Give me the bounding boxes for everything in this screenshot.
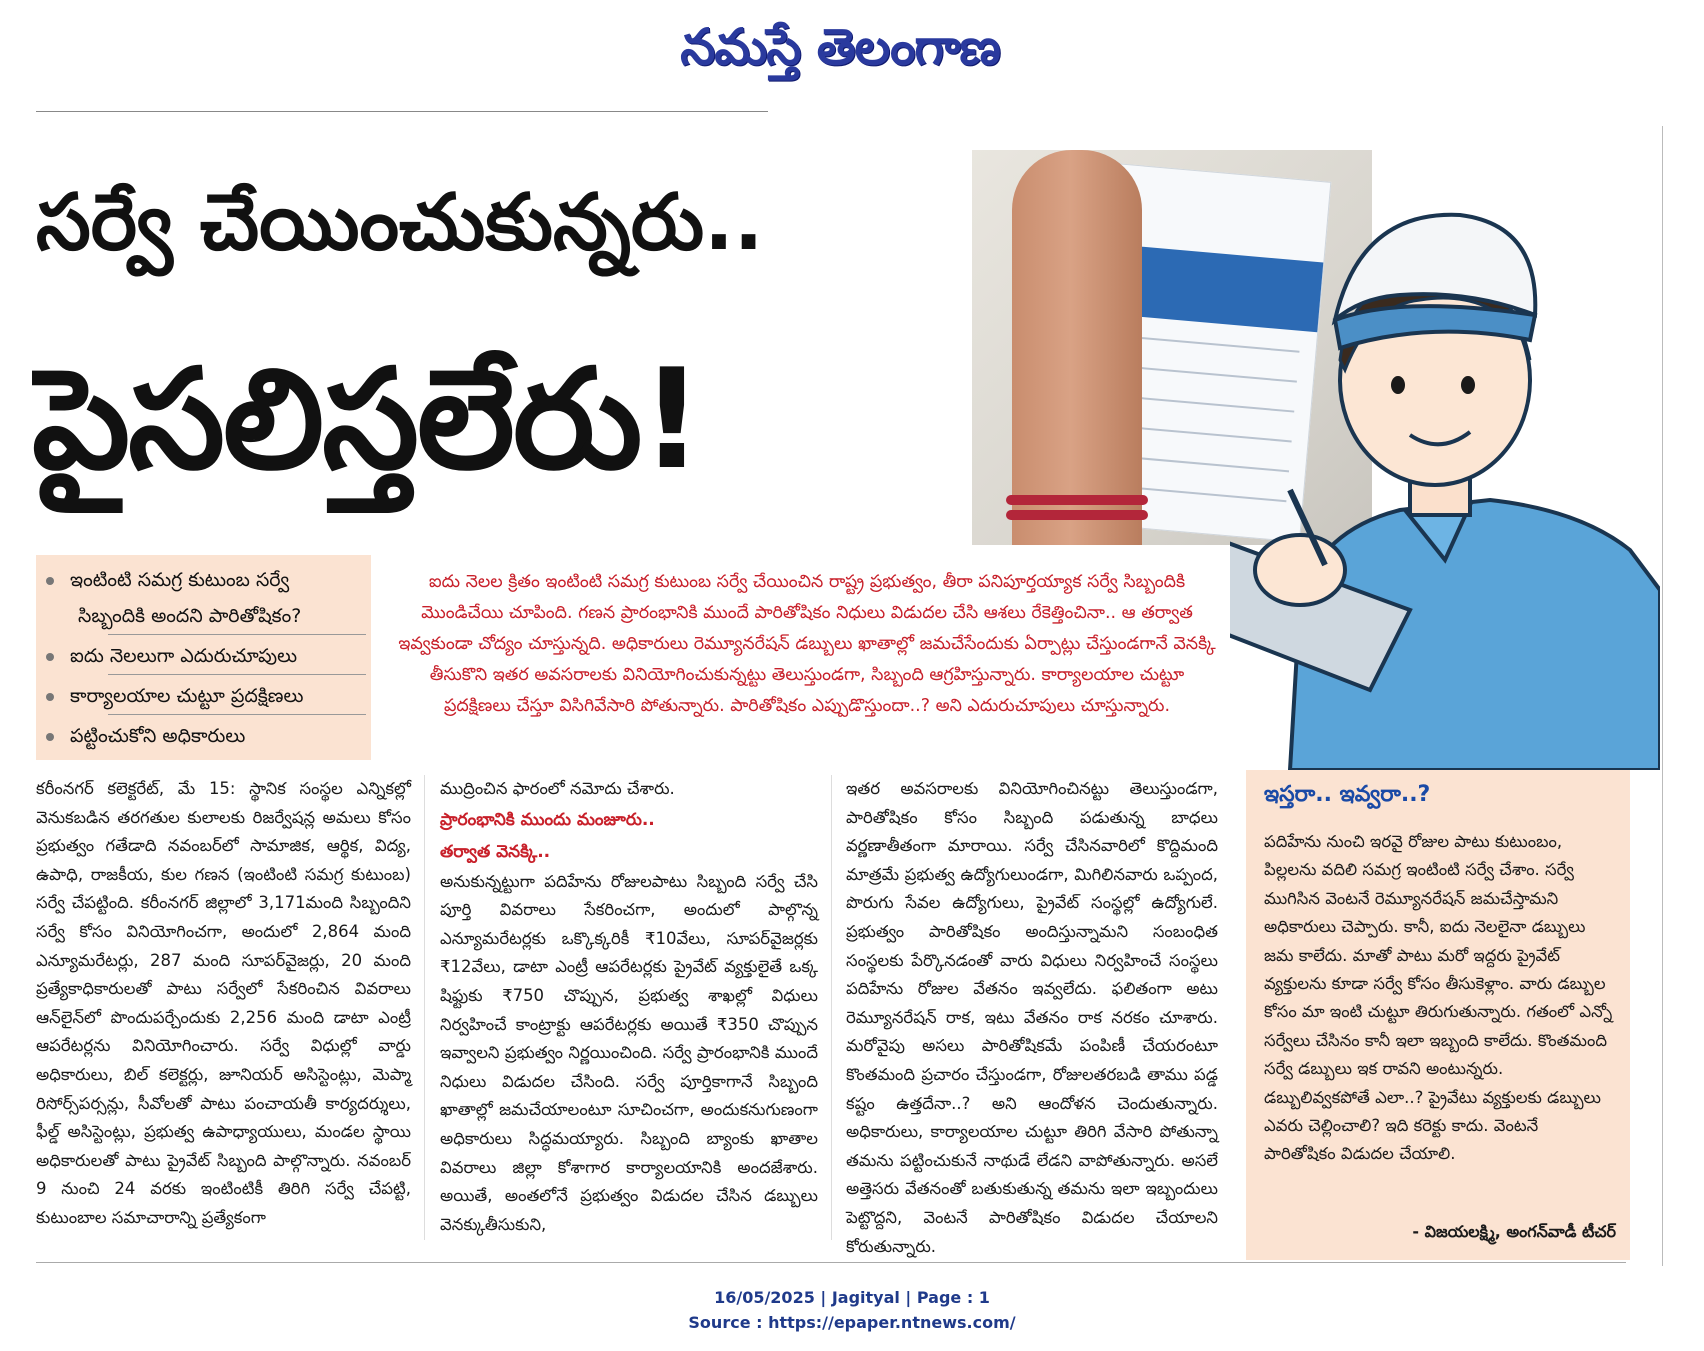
article-column-3: ఇతర అవసరాలకు వినియోగించినట్టు తెలుస్తుండగా, పారితోషికం కోసం సిబ్బంది పడుతున్న బాధలు వర్ణణాతీతంగా మారాయి. సర్వే చేసినవారిలో కొద్దిమంది మాత్రమే ప్రభుత్వ ఉద్యోగులుండగా, మిగిలినవారు ఒప్పంద, పొరుగు సేవల ఉద్యోగులు, ప్రైవేట్ సంస్థల్లో ఉద్యోగులే. ప్రభుత్వం పారితోషికం అందిస్తున్నామని సంబంధిత సంస్థలకు పేర్కొనడంతో వారు విధులు నిర్వహించే సంస్థలు పదిహేను రోజుల వేతనం ఇవ్వలేదు. ఫలితంగా అటు రెమ్యూనరేషన్ రాక, ఇటు వేతనం రాక నరకం చూశారు. మరోవైపు అసలు పారితోషికమే పంపిణీ చేయరంటూ కొంతమంది ప్రచారం చేస్తుండగా, రోజులతరబడి తాము పడ్డ కష్టం ఉత్తదేనా..? అని ఆందోళన చెందుతున్నారు. అధికారులు, కార్యాలయాల చుట్టూ తిరిగి వేసారి పోతున్నా తమను పట్టించుకునే నాథుడే లేడని వాపోతున్నారు. అసలే అత్తెసరు వేతనంతో బతుకుతున్న తమను ఇలా ఇబ్బందులు పెట్టొద్దని, వెంటనే పారితోషికం విడుదల చేయాలని కోరుతున్నారు.	[846, 779, 1218, 1256]
article-column-2	[440, 775, 818, 1239]
surveyor-illustration	[1230, 170, 1660, 770]
column-2-body: అనుకున్నట్టుగా పదిహేను రోజులపాటు సిబ్బంది సర్వే చేసి పూర్తి వివరాలు సేకరించగా, అందులో పాల్గొన్న ఎన్యూమరేటర్లకు ఒక్కొక్కరికీ ₹10వేలు, సూపర్‌వైజర్లకు ₹12వేలు, డాటా ఎంట్రీ ఆపరేటర్లకు ప్రైవేట్ వ్యక్తులైతే ఒక్క షిఫ్టుకు ₹750 చొప్పున, ప్రభుత్వ శాఖల్లో విధులు నిర్వహించే కాంట్రాక్టు ఆపరేటర్లకు అయితే ₹350 చొప్పున ఇవ్వాలని ప్రభుత్వం నిర్ణయించింది. సర్వే ప్రారంభానికి ముందే నిధులు విడుదల చేసింది. సర్వే పూర్తికాగానే సిబ్బంది ఖాతాల్లో జమచేయాలంటూ సూచించగా, అందుకనుగుణంగా అధికారులు సిద్ధమయ్యారు. సిబ్బంది బ్యాంకు ఖాతాల వివరాలు జిల్లా కోశాగార కార్యాలయానికి అందజేశారు. అయితే, అంతలోనే ప్రభుత్వం విడుదల చేసిన డబ్బులు వెనక్కుతీసుకుని,	[440, 871, 818, 1234]
headline-line-2: పైసలిస్తలేరు!	[32, 339, 702, 500]
bottom-rule	[36, 1262, 1626, 1263]
footer-date-edition: 16/05/2025 | Jagityal | Page : 1	[714, 1288, 990, 1307]
headline-line-1: సర్వే చేయించుకున్నరు..	[36, 178, 764, 268]
newspaper-masthead: నమస్తే తెలంగాణ	[680, 18, 1000, 76]
bullet-item: పట్టించుకోని అధికారులు	[46, 719, 245, 753]
bullet-item: కార్యాలయాల చుట్టూ ప్రదక్షిణలు	[46, 679, 304, 713]
bullet-item: ఇంటింటి సమగ్ర కుటుంబ సర్వే	[46, 563, 289, 597]
quote-sidebar	[1246, 770, 1630, 1260]
sidebar-signature: - విజయలక్ష్మి, అంగన్‌వాడీ టీచర్	[1412, 1222, 1616, 1241]
sidebar-title: ఇస్తరా.. ఇవ్వరా..?	[1264, 782, 1431, 807]
subheading: తర్వాత వెనక్కి..	[440, 841, 551, 862]
bangle	[1006, 510, 1148, 520]
page-border-right	[1662, 126, 1663, 1266]
bullet-item-continuation: సిబ్బందికి అందని పారితోషికం?	[78, 605, 302, 627]
article-column-1: కరీంనగర్ కలెక్టరేట్, మే 15: స్థానిక సంస్థల ఎన్నికల్లో వెనుకబడిన తరగతుల కులాలకు రిజర్వేషన్ల అమలు కోసం ప్రభుత్వం గతేడాది నవంబర్‌లో సామాజిక, ఆర్థిక, విద్య, ఉపాధి, రాజకీయ, కుల గణన (ఇంటింటి సమగ్ర కుటుంబ) సర్వే చేపట్టింది. కరీంనగర్ జిల్లాలో 3,171మంది సిబ్బందిని సర్వే కోసం వినియోగించగా, అందులో 2,864 మంది ఎన్యూమరేటర్లు, 287 మంది సూపర్‌వైజర్లు, 20 మంది ప్రత్యేకాధికారులతో పాటు సర్వేలో సేకరించిన వివరాలు ఆన్‌లైన్‌లో పొందుపర్చేందుకు 2,256 మంది డాటా ఎంట్రీ ఆపరేటర్లను వినియోగించారు. సర్వే విధుల్లో వార్డు అధికారులు, బిల్ కలెక్టర్లు, జూనియర్ అసిస్టెంట్లు, మెప్మా రిసోర్స్‌పర్సన్లు, సీవోలతో పాటు పంచాయతీ కార్యదర్శులు, ఫీల్డ్ అసిస్టెంట్లు, ప్రభుత్వ ఉపాధ్యాయులు, మండల స్థాయి అధికారులతో పాటు ప్రైవేట్ సిబ్బంది పాల్గొన్నారు. నవంబర్ 9 నుంచి 24 వరకు ఇంటింటికీ తిరిగి సర్వే చేపట్టి, కుటుంబాల సమాచారాన్ని ప్రత్యేకంగా	[36, 779, 411, 1227]
article-intro: ఐదు నెలల క్రితం ఇంటింటి సమగ్ర కుటుంబ సర్వే చేయించిన రాష్ట్ర ప్రభుత్వం, తీరా పనిపూర్తయ్యాక సర్వే సిబ్బందికి మొండిచేయి చూపింది. గణన ప్రారంభానికి ముందే పారితోషికం నిధులు విడుదల చేసి ఆశలు రేకెత్తించినా.. ఆ తర్వాత ఇవ్వకుండా చోద్యం చూస్తున్నది. అధికారులు రెమ్యూనరేషన్ డబ్బులు ఖాతాల్లో జమచేసేందుకు ఏర్పాట్లు చేస్తుండగానే వెనక్కి తీసుకొని ఇతర అవసరాలకు వినియోగించుకున్నట్టు తెలుస్తుండగా, సిబ్బంది ఆగ్రహిస్తున్నారు. కార్యాలయాల చుట్టూ ప్రదక్షిణలు చేస్తూ విసిగివేసారి పోతున్నారు. పారితోషికం ఎప్పుడొస్తుందా..? అని ఎదురుచూపులు చూస్తున్నారు.	[398, 572, 1216, 716]
masthead-rule	[36, 111, 768, 112]
sidebar-body: పదిహేను నుంచి ఇరవై రోజుల పాటు కుటుంబం, పిల్లలను వదిలి సమగ్ర ఇంటింటి సర్వే చేశాం. సర్వే ముగిసిన వెంటనే రెమ్యూనరేషన్ జమచేస్తామని అధికారులు చెప్పారు. కానీ, ఐదు నెలలైనా డబ్బులు జమ కాలేదు. మాతో పాటు మరో ఇద్దరు ప్రైవేట్ వ్యక్తులను కూడా సర్వే కోసం తీసుకెళ్లాం. వారు డబ్బుల కోసం మా ఇంటి చుట్టూ తిరుగుతున్నారు. గతంలో ఎన్నో సర్వేలు చేసినం కానీ ఇలా ఇబ్బంది కాలేదు. కొంతమంది సర్వే డబ్బులు ఇక రావని అంటున్నరు. డబ్బులివ్వకపోతే ఎలా..? ప్రైవేటు వ్యక్తులకు డబ్బులు ఎవరు చెల్లించాలి? ఇది కరెక్టు కాదు. వెంటనే పారితోషికం విడుదల చేయాలి.	[1264, 832, 1613, 1164]
bangle	[1006, 495, 1148, 505]
bullet-item: ఐదు నెలలుగా ఎదురుచూపులు	[46, 639, 297, 673]
summary-bullets	[36, 555, 371, 760]
column-2-lead: ముద్రించిన ఫారంలో నమోదు చేశారు.	[440, 779, 675, 798]
footer-source: Source : https://epaper.ntnews.com/	[688, 1313, 1016, 1332]
arm-holding-form	[1012, 150, 1142, 545]
subheading: ప్రారంభానికి ముందు మంజూరు..	[440, 809, 655, 830]
